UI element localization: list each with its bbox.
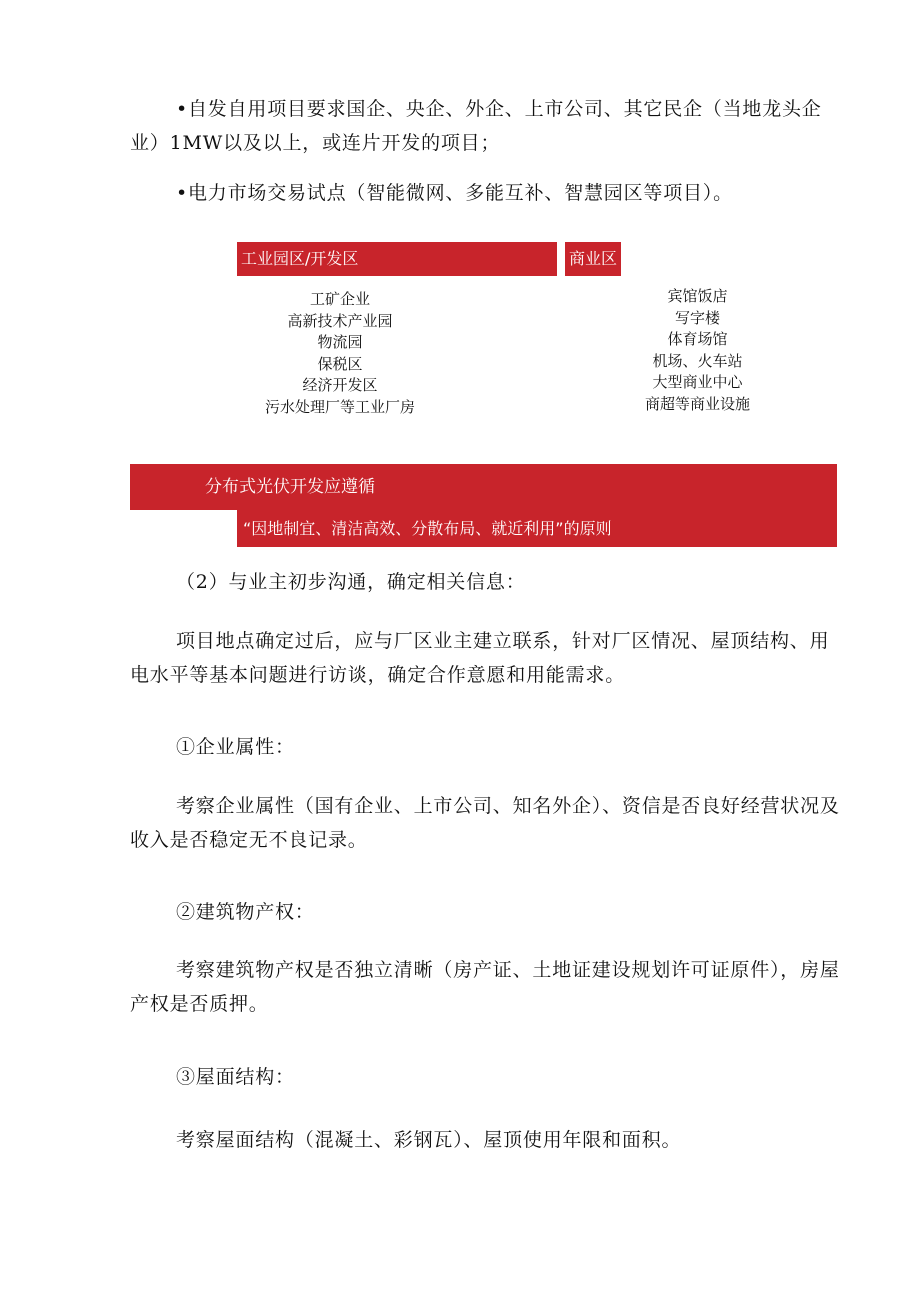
principle-banner-text: “因地制宜、清洁高效、分散布局、就近利用”的原则	[237, 510, 837, 547]
item3-heading: ③屋面结构：	[176, 1066, 295, 1088]
item3-paragraph: 考察屋面结构（混凝土、彩钢瓦）、屋顶使用年限和面积。	[176, 1129, 682, 1151]
industrial-zone-list	[230, 289, 450, 418]
list-item: 宾馆饭店	[667, 287, 728, 305]
industrial-zone-tag: 工业园区/开发区	[237, 242, 557, 276]
list-item: 物流园	[317, 333, 363, 351]
list-item: 大型商业中心	[652, 373, 743, 391]
step2-heading: （2）与业主初步沟通，确定相关信息：	[176, 571, 526, 593]
list-item: 经济开发区	[302, 376, 378, 394]
commercial-zone-tag: 商业区	[565, 242, 621, 276]
list-item: 体育场馆	[667, 330, 728, 348]
item1-heading: ①企业属性：	[176, 736, 295, 758]
principle-banner-title: 分布式光伏开发应遵循	[130, 464, 837, 510]
item2-heading: ②建筑物产权：	[176, 901, 315, 923]
bullet-self-use-requirement: •自发自用项目要求国企、央企、外企、上市公司、其它民企（当地龙头企业）1MW以及以上，或连片开发的项目；	[130, 98, 822, 154]
bullet-power-market-pilot: •电力市场交易试点（智能微网、多能互补、智慧园区等项目）。	[176, 182, 733, 204]
item2-paragraph: 考察建筑物产权是否独立清晰（房产证、土地证建设规划许可证原件），房屋产权是否质押。	[130, 959, 840, 1015]
list-item: 污水处理厂等工业厂房	[264, 397, 415, 416]
list-item: 保税区	[317, 354, 363, 373]
step2-paragraph: 项目地点确定过后，应与厂区业主建立联系，针对厂区情况、屋顶结构、用电水平等基本问题进行访谈，确定合作意愿和用能需求。	[130, 630, 830, 686]
list-item: 工矿企业	[309, 290, 370, 308]
list-item: 机场、火车站	[652, 351, 743, 370]
commercial-zone-list	[610, 286, 785, 415]
item1-paragraph: 考察企业属性（国有企业、上市公司、知名外企）、资信是否良好经营状况及收入是否稳定无不良记录。	[130, 795, 840, 851]
list-item: 高新技术产业园	[287, 311, 393, 330]
list-item: 写字楼	[674, 308, 720, 327]
list-item: 商超等商业设施	[644, 394, 750, 413]
